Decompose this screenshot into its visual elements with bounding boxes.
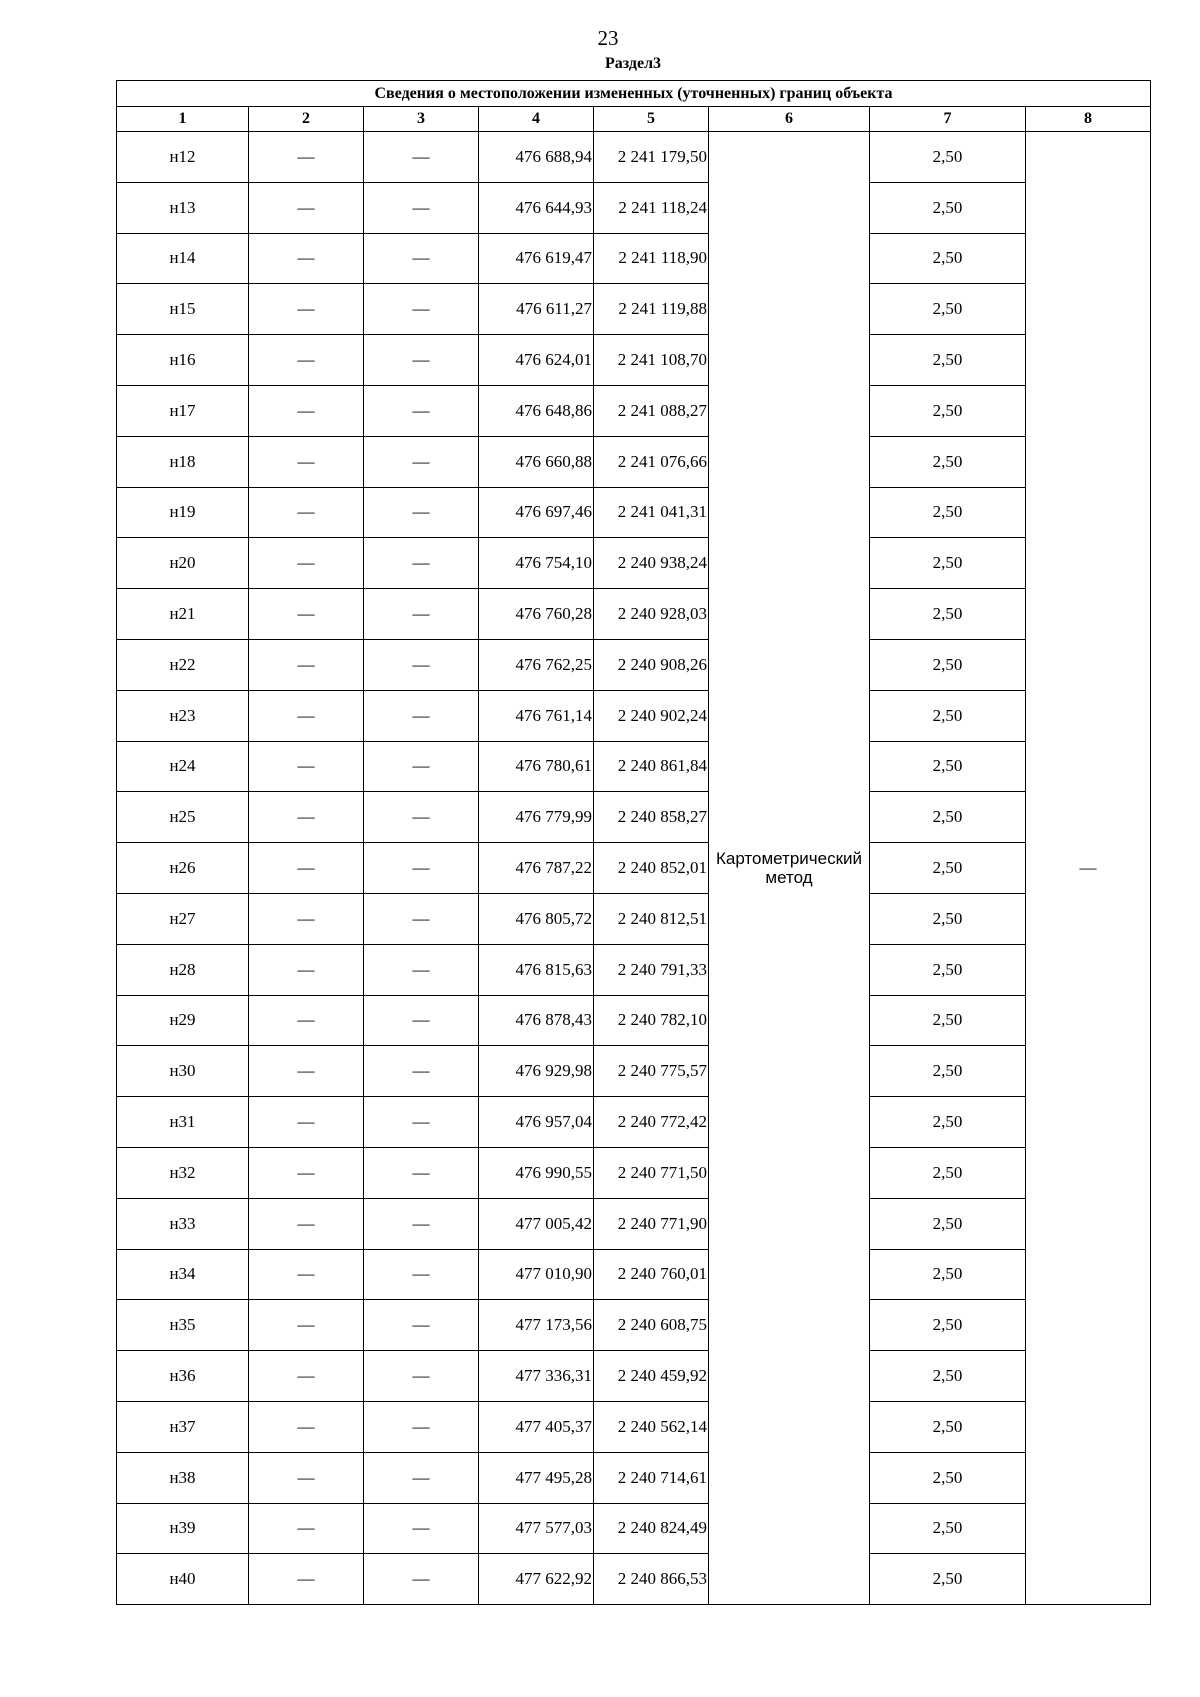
point-name-cell: н27 (117, 893, 249, 944)
col3-cell: — (364, 385, 479, 436)
col2-cell: — (249, 589, 364, 640)
col3-cell: — (364, 995, 479, 1046)
point-name-cell: н17 (117, 385, 249, 436)
table-row (117, 741, 1151, 792)
accuracy-cell: 2,50 (870, 335, 1026, 386)
y-coordinate-cell: 2 241 118,90 (594, 233, 709, 284)
table-row (117, 132, 1151, 183)
x-coordinate-cell: 476 688,94 (479, 132, 594, 183)
table-row (117, 843, 1151, 894)
table-row (117, 1452, 1151, 1503)
x-coordinate-cell: 476 660,88 (479, 436, 594, 487)
column-number: 5 (594, 107, 709, 132)
x-coordinate-cell: 477 005,42 (479, 1198, 594, 1249)
y-coordinate-cell: 2 241 179,50 (594, 132, 709, 183)
x-coordinate-cell: 476 929,98 (479, 1046, 594, 1097)
table-row (117, 1046, 1151, 1097)
point-name-cell: н33 (117, 1198, 249, 1249)
column-number: 3 (364, 107, 479, 132)
col2-cell: — (249, 1351, 364, 1402)
method-cell: Картометрический метод (709, 132, 870, 1605)
y-coordinate-cell: 2 241 118,24 (594, 182, 709, 233)
point-name-cell: н18 (117, 436, 249, 487)
col2-cell: — (249, 132, 364, 183)
accuracy-cell: 2,50 (870, 690, 1026, 741)
table-row (117, 1249, 1151, 1300)
column-number: 6 (709, 107, 870, 132)
column-number: 1 (117, 107, 249, 132)
col2-cell: — (249, 944, 364, 995)
accuracy-cell: 2,50 (870, 1097, 1026, 1148)
col3-cell: — (364, 132, 479, 183)
y-coordinate-cell: 2 240 938,24 (594, 538, 709, 589)
column-number: 7 (870, 107, 1026, 132)
point-name-cell: н15 (117, 284, 249, 335)
accuracy-cell: 2,50 (870, 589, 1026, 640)
table-row (117, 284, 1151, 335)
x-coordinate-cell: 476 815,63 (479, 944, 594, 995)
accuracy-cell: 2,50 (870, 1147, 1026, 1198)
accuracy-cell: 2,50 (870, 132, 1026, 183)
col2-cell: — (249, 385, 364, 436)
y-coordinate-cell: 2 241 041,31 (594, 487, 709, 538)
col3-cell: — (364, 182, 479, 233)
table-row (117, 538, 1151, 589)
col2-cell: — (249, 1046, 364, 1097)
col3-cell: — (364, 690, 479, 741)
point-name-cell: н28 (117, 944, 249, 995)
x-coordinate-cell: 476 787,22 (479, 843, 594, 894)
accuracy-cell: 2,50 (870, 792, 1026, 843)
col2-cell: — (249, 233, 364, 284)
x-coordinate-cell: 477 495,28 (479, 1452, 594, 1503)
col3-cell: — (364, 538, 479, 589)
table-row (117, 1097, 1151, 1148)
y-coordinate-cell: 2 240 771,90 (594, 1198, 709, 1249)
point-name-cell: н23 (117, 690, 249, 741)
col3-cell: — (364, 233, 479, 284)
table-row (117, 589, 1151, 640)
col2-cell: — (249, 690, 364, 741)
col3-cell: — (364, 1097, 479, 1148)
accuracy-cell: 2,50 (870, 182, 1026, 233)
accuracy-cell: 2,50 (870, 487, 1026, 538)
col3-cell: — (364, 1046, 479, 1097)
x-coordinate-cell: 476 878,43 (479, 995, 594, 1046)
y-coordinate-cell: 2 240 852,01 (594, 843, 709, 894)
col2-cell: — (249, 1097, 364, 1148)
table-row (117, 487, 1151, 538)
accuracy-cell: 2,50 (870, 995, 1026, 1046)
col2-cell: — (249, 182, 364, 233)
col2-cell: — (249, 1452, 364, 1503)
col3-cell: — (364, 893, 479, 944)
x-coordinate-cell: 476 619,47 (479, 233, 594, 284)
accuracy-cell: 2,50 (870, 1198, 1026, 1249)
point-name-cell: н40 (117, 1554, 249, 1605)
col3-cell: — (364, 792, 479, 843)
section-title: Раздел3 (604, 55, 662, 72)
x-coordinate-cell: 476 697,46 (479, 487, 594, 538)
point-name-cell: н34 (117, 1249, 249, 1300)
x-coordinate-cell: 476 762,25 (479, 639, 594, 690)
y-coordinate-cell: 2 240 459,92 (594, 1351, 709, 1402)
accuracy-cell: 2,50 (870, 1503, 1026, 1554)
y-coordinate-cell: 2 240 714,61 (594, 1452, 709, 1503)
y-coordinate-cell: 2 240 791,33 (594, 944, 709, 995)
point-name-cell: н26 (117, 843, 249, 894)
y-coordinate-cell: 2 240 608,75 (594, 1300, 709, 1351)
table-row (117, 1300, 1151, 1351)
x-coordinate-cell: 476 761,14 (479, 690, 594, 741)
col3-cell: — (364, 436, 479, 487)
accuracy-cell: 2,50 (870, 385, 1026, 436)
col3-cell: — (364, 1147, 479, 1198)
point-name-cell: н16 (117, 335, 249, 386)
x-coordinate-cell: 477 173,56 (479, 1300, 594, 1351)
accuracy-cell: 2,50 (870, 843, 1026, 894)
col3-cell: — (364, 335, 479, 386)
col2-cell: — (249, 1249, 364, 1300)
col3-cell: — (364, 1351, 479, 1402)
y-coordinate-cell: 2 241 119,88 (594, 284, 709, 335)
accuracy-cell: 2,50 (870, 1351, 1026, 1402)
accuracy-cell: 2,50 (870, 538, 1026, 589)
column-number: 2 (249, 107, 364, 132)
accuracy-cell: 2,50 (870, 1046, 1026, 1097)
accuracy-cell: 2,50 (870, 1401, 1026, 1452)
point-name-cell: н12 (117, 132, 249, 183)
x-coordinate-cell: 477 405,37 (479, 1401, 594, 1452)
y-coordinate-cell: 2 240 562,14 (594, 1401, 709, 1452)
col3-cell: — (364, 1401, 479, 1452)
y-coordinate-cell: 2 240 812,51 (594, 893, 709, 944)
table-caption-row (117, 81, 1151, 107)
y-coordinate-cell: 2 240 775,57 (594, 1046, 709, 1097)
point-name-cell: н14 (117, 233, 249, 284)
point-name-cell: н36 (117, 1351, 249, 1402)
col3-cell: — (364, 1300, 479, 1351)
column-number-row (117, 107, 1151, 132)
accuracy-cell: 2,50 (870, 639, 1026, 690)
accuracy-cell: 2,50 (870, 233, 1026, 284)
col3-cell: — (364, 589, 479, 640)
point-name-cell: н39 (117, 1503, 249, 1554)
col3-cell: — (364, 284, 479, 335)
accuracy-cell: 2,50 (870, 893, 1026, 944)
point-name-cell: н30 (117, 1046, 249, 1097)
table-row (117, 792, 1151, 843)
col2-cell: — (249, 843, 364, 894)
x-coordinate-cell: 476 957,04 (479, 1097, 594, 1148)
table-row (117, 944, 1151, 995)
y-coordinate-cell: 2 241 108,70 (594, 335, 709, 386)
point-name-cell: н13 (117, 182, 249, 233)
boundary-coordinates-table (116, 80, 1151, 1605)
table-row (117, 1198, 1151, 1249)
point-name-cell: н37 (117, 1401, 249, 1452)
x-coordinate-cell: 477 010,90 (479, 1249, 594, 1300)
col3-cell: — (364, 1452, 479, 1503)
accuracy-cell: 2,50 (870, 284, 1026, 335)
col2-cell: — (249, 1401, 364, 1452)
col3-cell: — (364, 1554, 479, 1605)
col2-cell: — (249, 1554, 364, 1605)
page-number: 23 (597, 26, 619, 50)
table-row (117, 995, 1151, 1046)
table-row (117, 1503, 1151, 1554)
accuracy-cell: 2,50 (870, 944, 1026, 995)
table-row (117, 1554, 1151, 1605)
x-coordinate-cell: 476 805,72 (479, 893, 594, 944)
col2-cell: — (249, 1300, 364, 1351)
x-coordinate-cell: 477 336,31 (479, 1351, 594, 1402)
x-coordinate-cell: 477 622,92 (479, 1554, 594, 1605)
accuracy-cell: 2,50 (870, 1249, 1026, 1300)
point-name-cell: н24 (117, 741, 249, 792)
table-row (117, 639, 1151, 690)
x-coordinate-cell: 476 754,10 (479, 538, 594, 589)
accuracy-cell: 2,50 (870, 1452, 1026, 1503)
point-name-cell: н19 (117, 487, 249, 538)
x-coordinate-cell: 476 644,93 (479, 182, 594, 233)
x-coordinate-cell: 476 648,86 (479, 385, 594, 436)
point-name-cell: н35 (117, 1300, 249, 1351)
point-name-cell: н29 (117, 995, 249, 1046)
table-row (117, 690, 1151, 741)
point-name-cell: н21 (117, 589, 249, 640)
col3-cell: — (364, 1198, 479, 1249)
y-coordinate-cell: 2 240 771,50 (594, 1147, 709, 1198)
table-row (117, 1401, 1151, 1452)
point-name-cell: н38 (117, 1452, 249, 1503)
table-row (117, 893, 1151, 944)
col2-cell: — (249, 487, 364, 538)
x-coordinate-cell: 476 780,61 (479, 741, 594, 792)
y-coordinate-cell: 2 241 088,27 (594, 385, 709, 436)
y-coordinate-cell: 2 240 772,42 (594, 1097, 709, 1148)
table-row (117, 436, 1151, 487)
table-row (117, 1147, 1151, 1198)
column-number: 8 (1026, 107, 1151, 132)
col2-cell: — (249, 1198, 364, 1249)
accuracy-cell: 2,50 (870, 436, 1026, 487)
y-coordinate-cell: 2 240 782,10 (594, 995, 709, 1046)
col2-cell: — (249, 995, 364, 1046)
col8-cell: — (1026, 132, 1151, 1605)
col3-cell: — (364, 741, 479, 792)
col3-cell: — (364, 944, 479, 995)
table-row (117, 182, 1151, 233)
column-number: 4 (479, 107, 594, 132)
y-coordinate-cell: 2 240 928,03 (594, 589, 709, 640)
col3-cell: — (364, 843, 479, 894)
y-coordinate-cell: 2 240 908,26 (594, 639, 709, 690)
col2-cell: — (249, 639, 364, 690)
col2-cell: — (249, 284, 364, 335)
table-caption: Сведения о местоположении измененных (уточненных) границ объекта (117, 81, 1151, 107)
col3-cell: — (364, 1503, 479, 1554)
table-row (117, 233, 1151, 284)
y-coordinate-cell: 2 240 858,27 (594, 792, 709, 843)
col2-cell: — (249, 436, 364, 487)
point-name-cell: н31 (117, 1097, 249, 1148)
y-coordinate-cell: 2 240 824,49 (594, 1503, 709, 1554)
col2-cell: — (249, 335, 364, 386)
col2-cell: — (249, 538, 364, 589)
table-row (117, 385, 1151, 436)
accuracy-cell: 2,50 (870, 1300, 1026, 1351)
y-coordinate-cell: 2 240 866,53 (594, 1554, 709, 1605)
point-name-cell: н20 (117, 538, 249, 589)
point-name-cell: н32 (117, 1147, 249, 1198)
col2-cell: — (249, 893, 364, 944)
col3-cell: — (364, 1249, 479, 1300)
col3-cell: — (364, 487, 479, 538)
table-row (117, 1351, 1151, 1402)
col2-cell: — (249, 1147, 364, 1198)
x-coordinate-cell: 476 990,55 (479, 1147, 594, 1198)
table-row (117, 335, 1151, 386)
col2-cell: — (249, 792, 364, 843)
accuracy-cell: 2,50 (870, 741, 1026, 792)
accuracy-cell: 2,50 (870, 1554, 1026, 1605)
x-coordinate-cell: 476 779,99 (479, 792, 594, 843)
col2-cell: — (249, 1503, 364, 1554)
x-coordinate-cell: 476 611,27 (479, 284, 594, 335)
x-coordinate-cell: 476 760,28 (479, 589, 594, 640)
col3-cell: — (364, 639, 479, 690)
x-coordinate-cell: 477 577,03 (479, 1503, 594, 1554)
y-coordinate-cell: 2 240 902,24 (594, 690, 709, 741)
col2-cell: — (249, 741, 364, 792)
point-name-cell: н22 (117, 639, 249, 690)
y-coordinate-cell: 2 240 861,84 (594, 741, 709, 792)
point-name-cell: н25 (117, 792, 249, 843)
y-coordinate-cell: 2 241 076,66 (594, 436, 709, 487)
x-coordinate-cell: 476 624,01 (479, 335, 594, 386)
y-coordinate-cell: 2 240 760,01 (594, 1249, 709, 1300)
